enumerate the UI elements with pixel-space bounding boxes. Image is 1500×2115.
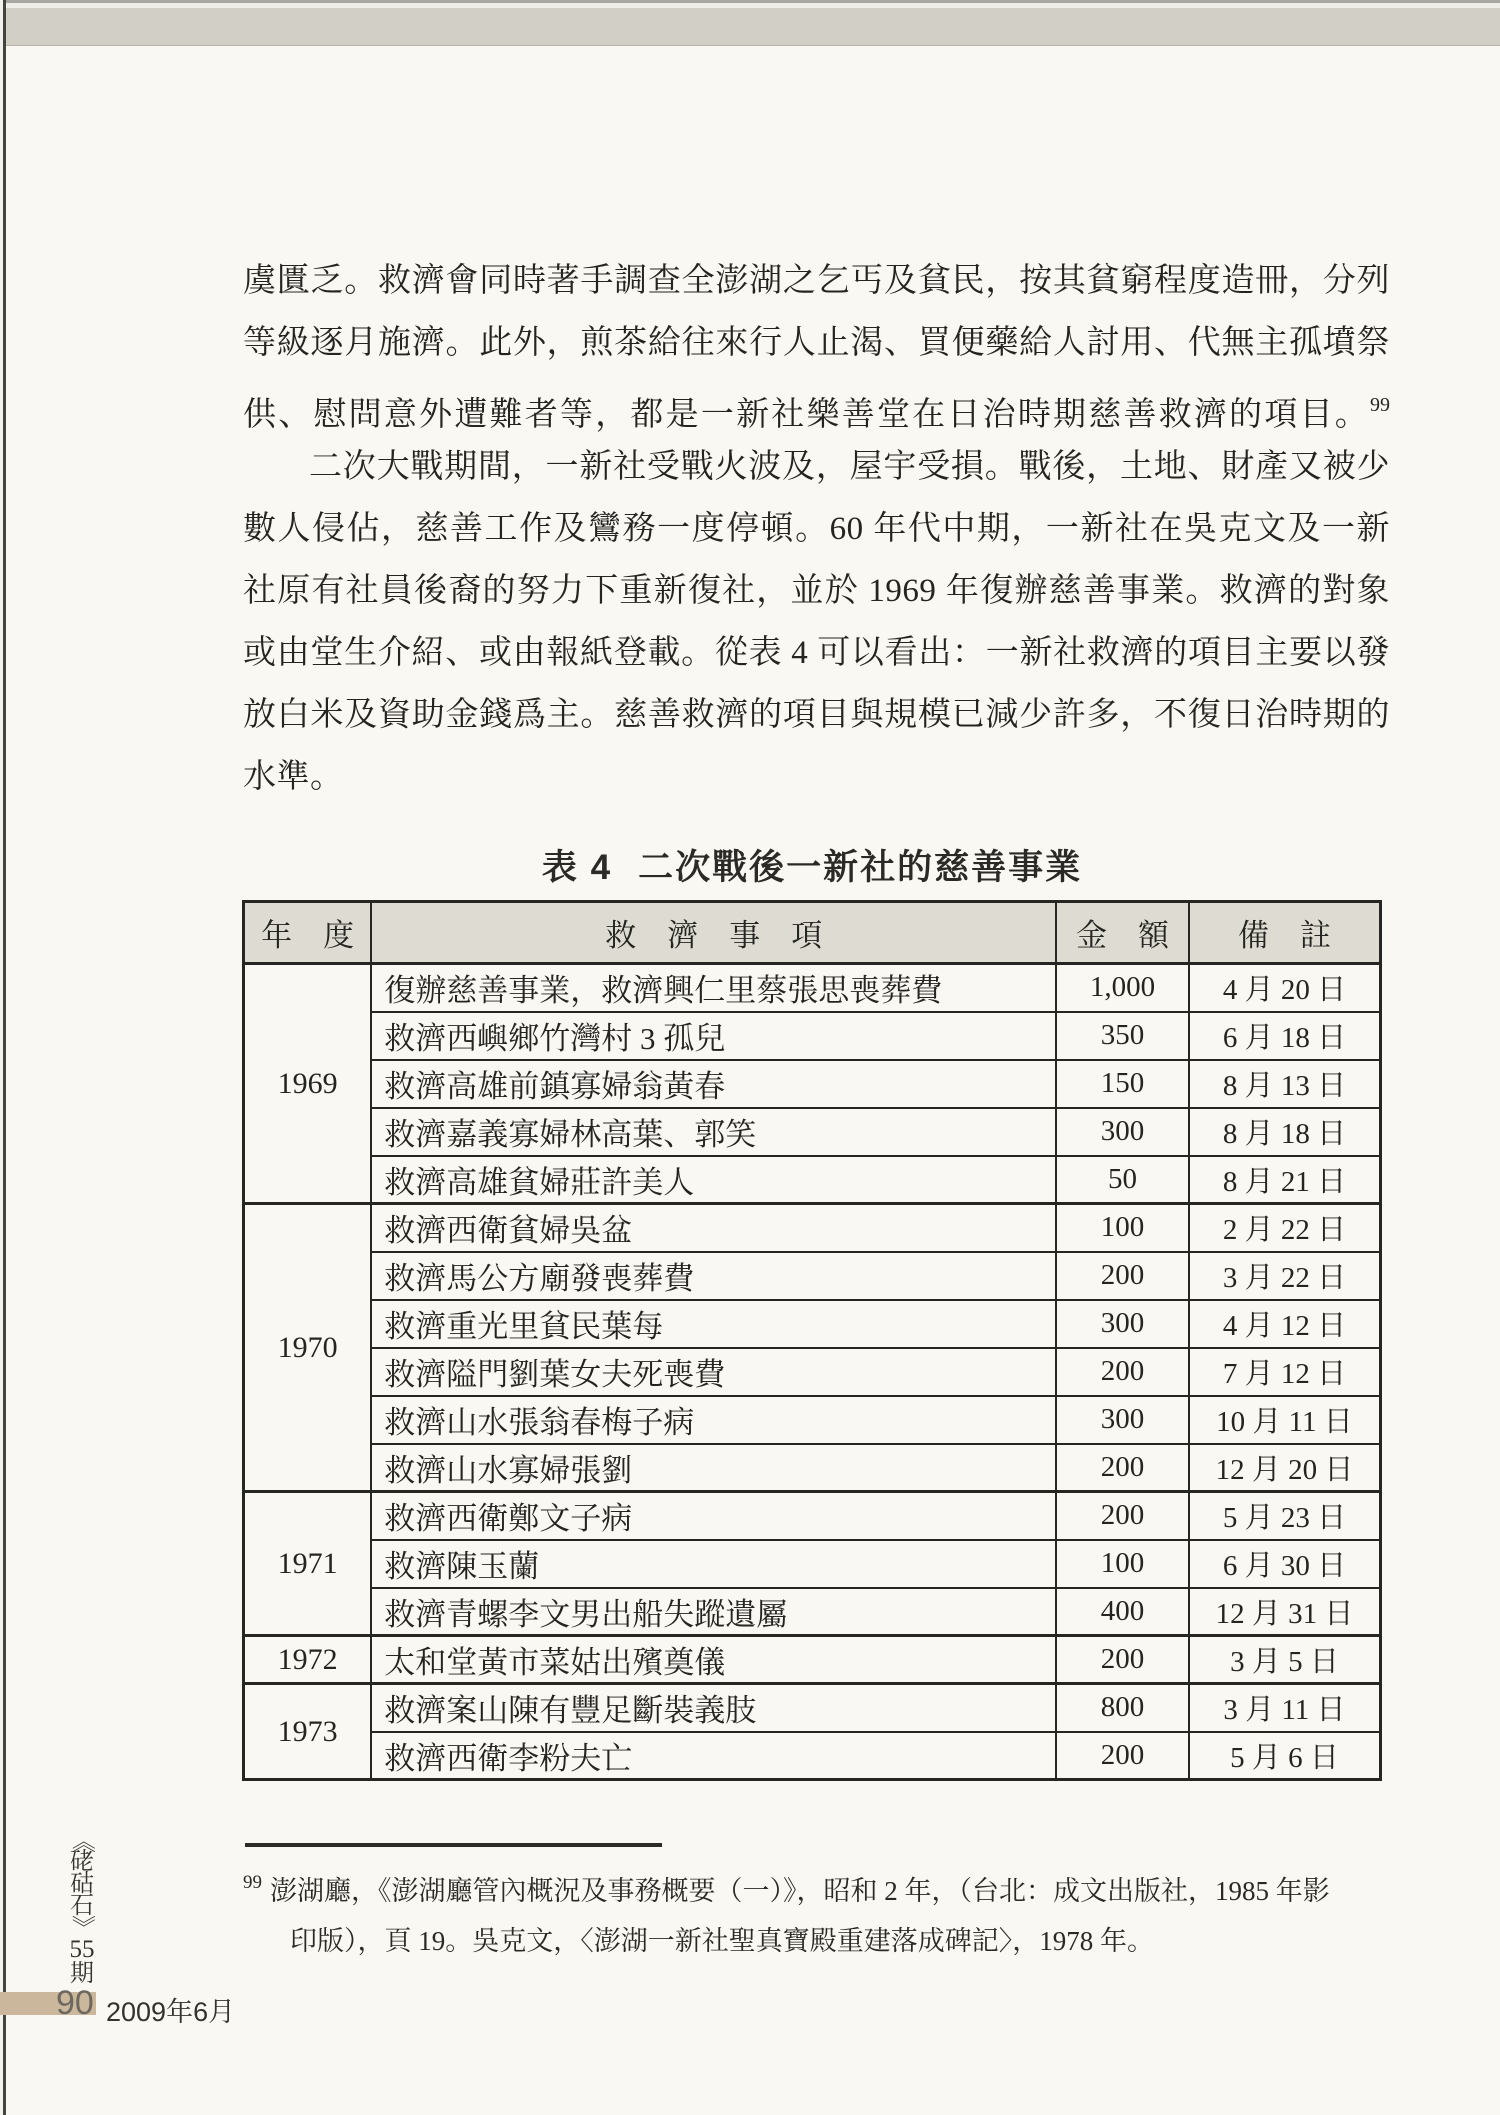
body-line: 或由堂生介紹、或由報紙登載。從表 4 可以看出：一新社救濟的項目主要以發: [243, 635, 1390, 671]
table-row: [244, 1252, 1381, 1300]
item-cell: 救濟青螺李文男出船失蹤遺屬: [371, 1588, 1056, 1636]
footnote-line: 印版），頁 19。吳克文，〈澎湖一新社聖真寶殿重建落成碑記〉，1978 年。: [290, 1926, 1154, 1956]
item-cell: 救濟高雄前鎮寡婦翁黃春: [371, 1060, 1056, 1108]
amount-cell: 350: [1056, 1012, 1189, 1060]
amount-cell: 300: [1056, 1300, 1189, 1348]
year-cell: 1969: [244, 964, 372, 1204]
journal-title-char: 石: [70, 1893, 94, 1919]
note-cell: 5 月 23 日: [1189, 1492, 1381, 1540]
note-cell: 8 月 13 日: [1189, 1060, 1381, 1108]
amount-cell: 300: [1056, 1396, 1189, 1444]
body-line: [243, 374, 1390, 436]
header-row: [244, 902, 1381, 964]
body-line: 二次大戰期間，一新社受戰火波及，屋宇受損。戰後，土地、財產又被少: [309, 449, 1390, 485]
amount-cell: 200: [1056, 1636, 1189, 1684]
issue-date: 2009年6月: [106, 1997, 236, 2027]
item-cell: 救濟西衛貧婦吳盆: [371, 1204, 1056, 1252]
table-row: [244, 1732, 1381, 1780]
body-line: 水準。: [243, 759, 344, 795]
item-cell: 救濟案山陳有豐足斷裝義肢: [371, 1684, 1056, 1732]
journal-title-char: 𥑮: [70, 1871, 94, 1897]
table-row: [244, 1540, 1381, 1588]
item-cell: 救濟陳玉蘭: [371, 1540, 1056, 1588]
amount-cell: 100: [1056, 1204, 1189, 1252]
amount-cell: 150: [1056, 1060, 1189, 1108]
amount-cell: 200: [1056, 1252, 1189, 1300]
note-cell: 7 月 12 日: [1189, 1348, 1381, 1396]
note-cell: 3 月 11 日: [1189, 1684, 1381, 1732]
body-line: 數人侵佔，慈善工作及鸞務一度停頓。60 年代中期，一新社在吳克文及一新: [243, 511, 1390, 547]
journal-title-char: 硓: [70, 1849, 94, 1875]
table-caption: [242, 840, 1382, 890]
amount-cell: 200: [1056, 1732, 1189, 1780]
footnote-separator-rule: [245, 1843, 662, 1847]
table-row: [244, 1204, 1381, 1252]
amount-cell: 300: [1056, 1108, 1189, 1156]
table-row: [244, 1108, 1381, 1156]
table-row: [244, 1348, 1381, 1396]
footnote: [243, 1858, 1393, 1966]
note-cell: 3 月 5 日: [1189, 1636, 1381, 1684]
amount-cell: 200: [1056, 1348, 1189, 1396]
footnote-line: [243, 1858, 1393, 1916]
table-row: [244, 1396, 1381, 1444]
item-cell: 救濟隘門劉葉女夫死喪費: [371, 1348, 1056, 1396]
body-line: 社原有社員後裔的努力下重新復社，並於 1969 年復辦慈善事業。救濟的對象: [243, 573, 1390, 609]
item-cell: 救濟重光里貧民葉每: [371, 1300, 1056, 1348]
scan-top-band: [0, 8, 1500, 46]
item-cell: 救濟山水張翁春梅子病: [371, 1396, 1056, 1444]
charity-table-header: [244, 902, 1381, 964]
table-row: [244, 964, 1381, 1012]
amount-cell: 200: [1056, 1444, 1189, 1492]
body-text: [243, 250, 1390, 808]
body-line: 等級逐月施濟。此外，煎茶給往來行人止渴、買便藥給人討用、代無主孤墳祭: [243, 325, 1390, 361]
amount-cell: 800: [1056, 1684, 1189, 1732]
body-line: 放白米及資助金錢爲主。慈善救濟的項目與規模已減少許多，不復日治時期的: [243, 697, 1390, 733]
item-cell: 救濟高雄貧婦莊許美人: [371, 1156, 1056, 1204]
year-cell: 1970: [244, 1204, 372, 1492]
note-cell: 6 月 30 日: [1189, 1540, 1381, 1588]
item-cell: 救濟山水寡婦張劉: [371, 1444, 1056, 1492]
body-line: 虞匱乏。救濟會同時著手調查全澎湖之乞丐及貧民，按其貧窮程度造冊，分列: [243, 263, 1390, 299]
table-row: [244, 1492, 1381, 1540]
note-cell: 2 月 22 日: [1189, 1204, 1381, 1252]
item-cell: 復辦慈善事業，救濟興仁里蔡張思喪葬費: [371, 964, 1056, 1012]
item-cell: 救濟西衛鄭文子病: [371, 1492, 1056, 1540]
year-cell: 1972: [244, 1636, 372, 1684]
table-row: [244, 1012, 1381, 1060]
table-number-label: 表 4: [541, 848, 613, 887]
note-cell: 8 月 21 日: [1189, 1156, 1381, 1204]
body-line-text: 供、慰問意外遭難者等，都是一新社樂善堂在日治時期慈善救濟的項目。: [243, 397, 1370, 433]
note-cell: 6 月 18 日: [1189, 1012, 1381, 1060]
year-cell: 1973: [244, 1684, 372, 1780]
header-note: 備 註: [1189, 902, 1381, 964]
note-cell: 5 月 6 日: [1189, 1732, 1381, 1780]
item-cell: 救濟嘉義寡婦林高葉、郭笑: [371, 1108, 1056, 1156]
footnote-reference: 99: [1370, 394, 1390, 416]
footnote-text: 澎湖廳，《澎湖廳管內概況及事務概要（一）》，昭和 2 年，（台北：成文出版社，1985 年影: [270, 1876, 1330, 1906]
amount-cell: 400: [1056, 1588, 1189, 1636]
table-row: [244, 1300, 1381, 1348]
footnote-marker: 99: [243, 1872, 262, 1893]
item-cell: 救濟西嶼鄉竹灣村 3 孤兒: [371, 1012, 1056, 1060]
page-number: 90: [56, 1984, 94, 2022]
item-cell: 救濟馬公方廟發喪葬費: [371, 1252, 1056, 1300]
table-row: [244, 1588, 1381, 1636]
table-title-text: 二次戰後一新社的慈善事業: [638, 848, 1083, 887]
table-row: [244, 1156, 1381, 1204]
journal-issue-unit: 期: [70, 1961, 94, 1987]
item-cell: 救濟西衛李粉夫亡: [371, 1732, 1056, 1780]
table-row: [244, 1684, 1381, 1732]
year-cell: 1971: [244, 1492, 372, 1636]
charity-table-body: [244, 964, 1381, 1780]
header-item: 救 濟 事 項: [371, 902, 1056, 964]
amount-cell: 100: [1056, 1540, 1189, 1588]
amount-cell: 1,000: [1056, 964, 1189, 1012]
table-row: [244, 1060, 1381, 1108]
table-row: [244, 1444, 1381, 1492]
amount-cell: 50: [1056, 1156, 1189, 1204]
note-cell: 12 月 31 日: [1189, 1588, 1381, 1636]
note-cell: 4 月 12 日: [1189, 1300, 1381, 1348]
journal-issue-number: 55: [69, 1936, 95, 1963]
item-cell: 太和堂黃市菜姑出殯奠儀: [371, 1636, 1056, 1684]
amount-cell: 200: [1056, 1492, 1189, 1540]
note-cell: 4 月 20 日: [1189, 964, 1381, 1012]
note-cell: 3 月 22 日: [1189, 1252, 1381, 1300]
note-cell: 12 月 20 日: [1189, 1444, 1381, 1492]
charity-table: [242, 900, 1382, 1781]
note-cell: 10 月 11 日: [1189, 1396, 1381, 1444]
header-amount: 金 額: [1056, 902, 1189, 964]
journal-bracket-open: 《: [69, 1829, 95, 1853]
journal-bracket-close: 》: [69, 1915, 95, 1939]
header-year: 年 度: [244, 902, 372, 964]
note-cell: 8 月 18 日: [1189, 1108, 1381, 1156]
journal-spine-title: [64, 1831, 100, 1985]
scan-left-edge-line: [3, 0, 6, 2115]
table-row: [244, 1636, 1381, 1684]
